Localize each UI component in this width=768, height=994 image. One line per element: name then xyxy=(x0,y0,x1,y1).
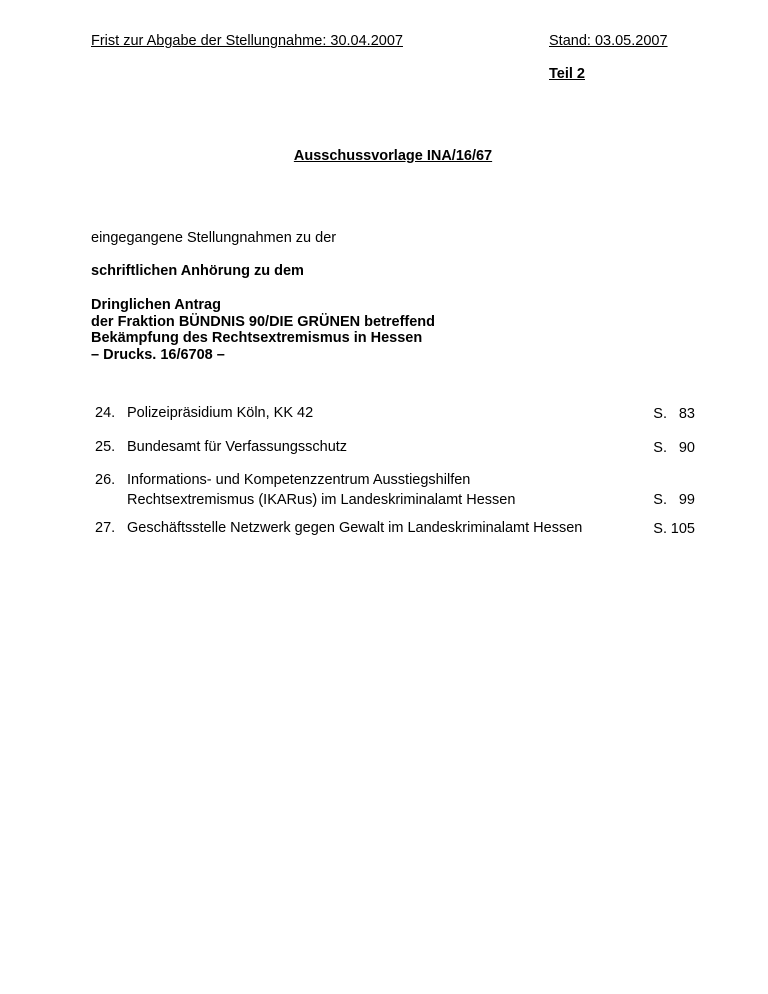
status-date: Stand: 03.05.2007 xyxy=(549,33,668,49)
entry-line: Polizeipräsidium Köln, KK 42 xyxy=(127,405,314,421)
entry-item xyxy=(91,471,695,510)
hearing-text: schriftlichen Anhörung zu dem xyxy=(91,263,304,279)
page-prefix: S. xyxy=(653,439,667,456)
entry-number: 26. xyxy=(95,472,116,488)
entry-page xyxy=(653,520,695,540)
entry-text xyxy=(127,471,515,510)
entry-page xyxy=(653,491,695,511)
deadline-text: Frist zur Abgabe der Stellungnahme: 30.04.2007 xyxy=(91,33,403,49)
entry-line: Geschäftsstelle Netzwerk gegen Gewalt im Landeskriminalamt Hessen xyxy=(127,520,583,536)
entry-line: Bundesamt für Verfassungsschutz xyxy=(127,439,348,455)
entry-item xyxy=(91,404,695,424)
entry-line: Informations- und Kompetenzzentrum Ausstiegshilfen xyxy=(127,472,471,488)
entry-number: 25. xyxy=(95,439,116,455)
entry-line: Rechtsextremismus (IKARus) im Landeskriminalamt Hessen xyxy=(127,491,516,508)
entry-page xyxy=(653,439,695,459)
page-prefix: S. xyxy=(653,491,667,508)
page-prefix: S. xyxy=(653,405,667,422)
document-title: Ausschussvorlage INA/16/67 xyxy=(293,148,493,164)
motion-line: – Drucks. 16/6708 – xyxy=(91,346,225,363)
page-number: 83 xyxy=(678,405,695,422)
entry-text xyxy=(127,438,347,458)
page-number: 90 xyxy=(678,439,695,456)
motion-line: Bekämpfung des Rechtsextremismus in Hessen xyxy=(91,330,423,346)
page-number: 99 xyxy=(678,491,695,508)
part-label: Teil 2 xyxy=(549,66,585,82)
intro-text: eingegangene Stellungnahmen zu der xyxy=(91,230,337,246)
motion-block xyxy=(91,297,435,363)
motion-line: der Fraktion BÜNDNIS 90/DIE GRÜNEN betreffend xyxy=(91,313,436,330)
page-prefix: S. xyxy=(653,520,667,537)
entry-item xyxy=(91,519,695,539)
entry-item xyxy=(91,438,695,458)
entry-number: 24. xyxy=(95,405,116,421)
entry-number: 27. xyxy=(95,520,116,536)
entry-page xyxy=(653,405,695,425)
page-number: 105 xyxy=(670,520,695,537)
motion-line: Dringlichen Antrag xyxy=(91,297,221,313)
entry-text xyxy=(127,519,582,539)
entry-text xyxy=(127,404,313,424)
